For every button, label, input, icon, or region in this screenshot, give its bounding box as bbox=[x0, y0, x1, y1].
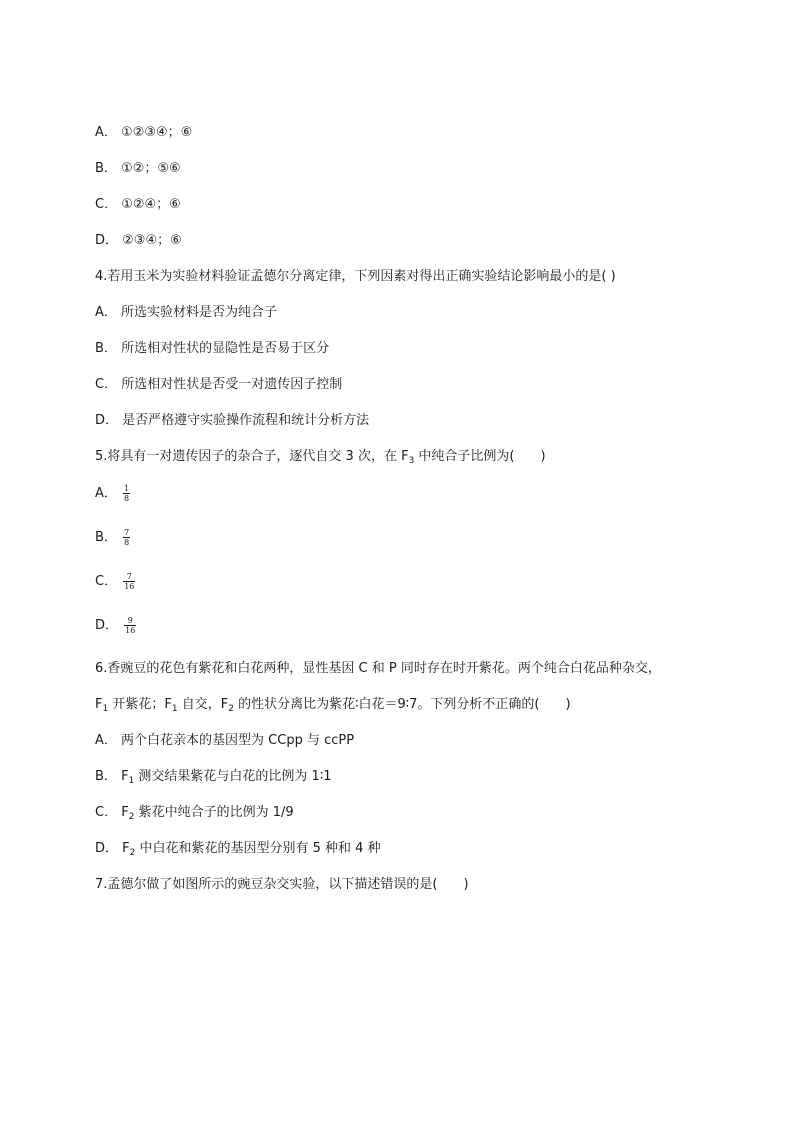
q4-option-b bbox=[95, 340, 329, 358]
option-label: D． bbox=[95, 413, 119, 428]
q5-stem-sub: 3 bbox=[408, 456, 415, 466]
q4-option-a bbox=[95, 304, 277, 322]
fraction bbox=[124, 616, 136, 635]
option-text-post: 测交结果紫花与白花的比例为 1∶1 bbox=[134, 769, 332, 784]
option-label: C． bbox=[95, 377, 118, 392]
q6-stem-part-a: F bbox=[95, 697, 103, 712]
subscript: 1 bbox=[102, 704, 109, 714]
option-text: ②③④；⑥ bbox=[122, 233, 182, 248]
option-text: ①②；⑤⑥ bbox=[121, 161, 181, 176]
q5-option-c bbox=[95, 572, 135, 591]
q4-stem: 4.若用玉米为实验材料验证孟德尔分离定律，下列因素对得出正确实验结论影响最小的是( ) bbox=[95, 269, 616, 284]
option-text-pre: F bbox=[121, 805, 129, 820]
option-label: B． bbox=[95, 341, 117, 356]
q5-stem bbox=[95, 448, 546, 470]
subscript: 2 bbox=[129, 848, 136, 858]
subscript: 1 bbox=[171, 704, 178, 714]
fraction-denominator: 8 bbox=[124, 494, 130, 503]
q5-option-a bbox=[95, 484, 130, 503]
option-text-pre: F bbox=[121, 769, 129, 784]
q5-stem-pre: 5.将具有一对遗传因子的杂合子，逐代自交 3 次，在 F bbox=[95, 449, 409, 464]
option-text: 所选相对性状是否受一对遗传因子控制 bbox=[121, 377, 343, 392]
q6-stem-part-b: 开紫花；F bbox=[108, 697, 172, 712]
option-label: A． bbox=[95, 305, 117, 320]
option-label: B． bbox=[95, 161, 117, 176]
option-label: C． bbox=[95, 574, 118, 589]
option-text: ①②④；⑥ bbox=[121, 197, 181, 212]
option-text: 所选相对性状的显隐性是否易于区分 bbox=[121, 341, 330, 356]
q6-stem-line2 bbox=[95, 696, 571, 718]
fraction-denominator: 8 bbox=[124, 538, 130, 547]
q6-stem-line1: 6.香豌豆的花色有紫花和白花两种，显性基因 C 和 P 同时存在时开紫花。两个纯合白花品种杂交， bbox=[95, 661, 661, 676]
fraction bbox=[123, 484, 130, 503]
option-label: B． bbox=[95, 769, 117, 784]
fraction-numerator: 9 bbox=[124, 616, 136, 626]
q3-option-d bbox=[95, 232, 182, 250]
q7-stem: 7.孟德尔做了如图所示的豌豆杂交实验，以下描述错误的是( ) bbox=[95, 877, 469, 892]
option-label: C． bbox=[95, 197, 118, 212]
option-text-pre: F bbox=[122, 841, 130, 856]
fraction-numerator: 7 bbox=[123, 572, 135, 582]
subscript: 2 bbox=[128, 812, 135, 822]
q4-option-d bbox=[95, 412, 369, 430]
q6-stem-part-d: 的性状分离比为紫花∶白花＝9∶7。下列分析不正确的( ) bbox=[233, 697, 571, 712]
option-label: D． bbox=[95, 841, 119, 856]
q5-stem-post: 中纯合子比例为( ) bbox=[414, 449, 546, 464]
subscript: 2 bbox=[228, 704, 234, 714]
q6-option-d bbox=[95, 840, 381, 862]
q6-stem-part-c: 自交，F bbox=[177, 697, 229, 712]
q3-option-c bbox=[95, 196, 181, 214]
q6-option-a bbox=[95, 732, 354, 750]
subscript: 1 bbox=[128, 776, 135, 786]
q5-option-b bbox=[95, 528, 130, 547]
option-text: 两个白花亲本的基因型为 CCpp 与 ccPP bbox=[121, 733, 355, 748]
option-text: 所选实验材料是否为纯合子 bbox=[121, 305, 278, 320]
q4-option-c bbox=[95, 376, 342, 394]
fraction bbox=[123, 572, 135, 591]
q6-option-b bbox=[95, 768, 331, 790]
option-text-post: 紫花中纯合子的比例为 1/9 bbox=[134, 805, 294, 820]
option-label: D． bbox=[95, 618, 119, 633]
q6-option-c bbox=[95, 804, 294, 826]
option-label: A． bbox=[95, 733, 117, 748]
option-text: 是否严格遵守实验操作流程和统计分析方法 bbox=[122, 413, 370, 428]
option-label: C． bbox=[95, 805, 118, 820]
option-label: D． bbox=[95, 233, 119, 248]
q3-option-a bbox=[95, 124, 192, 142]
fraction-denominator: 16 bbox=[125, 626, 136, 635]
fraction-denominator: 16 bbox=[124, 582, 135, 591]
fraction-numerator: 1 bbox=[124, 484, 130, 493]
option-label: A． bbox=[95, 486, 117, 501]
option-label: B． bbox=[95, 530, 117, 545]
fraction-numerator: 7 bbox=[124, 528, 130, 537]
fraction bbox=[123, 528, 130, 547]
q3-option-b bbox=[95, 160, 181, 178]
option-label: A． bbox=[95, 125, 117, 140]
option-text-post: 中白花和紫花的基因型分别有 5 种和 4 种 bbox=[135, 841, 381, 856]
option-text: ①②③④；⑥ bbox=[121, 125, 193, 140]
q5-option-d bbox=[95, 616, 136, 635]
